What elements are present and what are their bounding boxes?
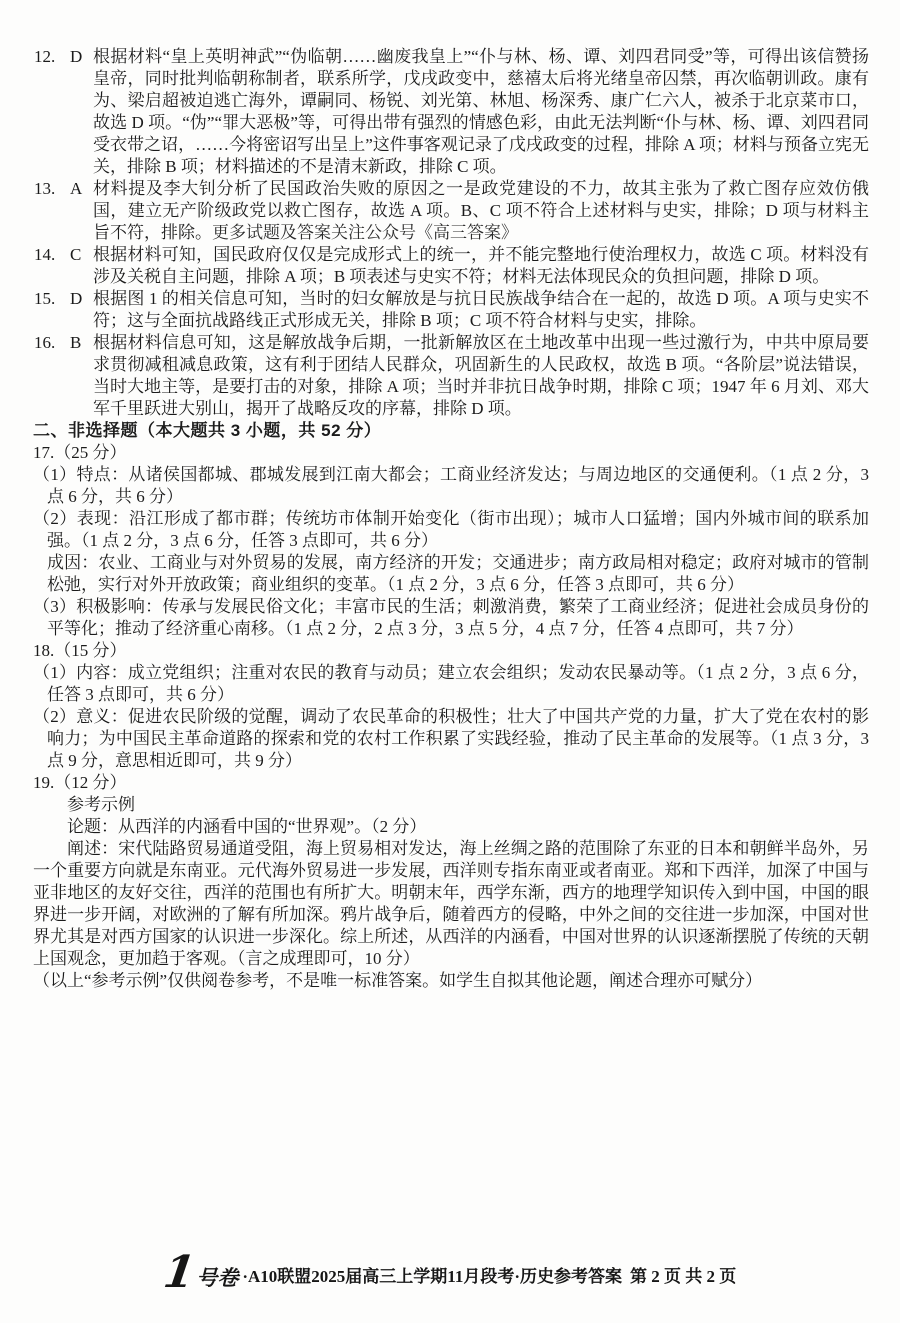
explanation-main: 材料提及李大钊分析了民国政治失败的原因之一是政党建设的不力，故其主张为了救亡图存应效仿俄国，建立无产阶级政党以救亡图存，故选 A 项。B、C 项不符合上述材料与史实，排除；D 项与材料主旨不符，排除。 [93, 179, 869, 242]
q19-grading-note: （以上“参考示例”仅供阅卷参考，不是唯一标准答案。如学生自拟其他论题，阐述合理亦可赋分） [33, 971, 763, 990]
explanation-text: 根据图 1 的相关信息可知，当时的妇女解放是与抗日民族战争结合在一起的，故选 D 项。A 项与史实不符；这与全面抗战路线正式形成无关，排除 B 项；C 项不符合材料与史实，排除。 [93, 289, 869, 330]
q17-item-3: （3）积极影响：传承与发展民俗文化；丰富市民的生活；刺激消费，繁荣了工商业经济；促进社会成员身份的平等化；推动了经济重心南移。（1 点 2 分，2 点 3 分，3 点 5 分，4 点 7 分，任答 4 点即可，共 7 分） [33, 597, 869, 638]
question-number: 16. [34, 333, 56, 352]
answer-letter: D [70, 47, 83, 66]
answer-letter: C [70, 245, 82, 264]
q18-item-2: （2）意义：促进农民阶级的觉醒，调动了农民革命的积极性；壮大了中国共产党的力量，扩大了党在农村的影响力；为中国民主革命道路的探索和党的农村工作积累了实践经验，推动了民主革命的发展等。（1 点 3 分，3 点 9 分，意思相近即可，共 9 分） [33, 707, 869, 770]
q18-item-1: （1）内容：成立党组织；注重对农民的教育与动员；建立农会组织；发动农民暴动等。（1 点 2 分，3 点 6 分，任答 3 点即可，共 6 分） [33, 663, 869, 704]
question-number: 13. [34, 179, 56, 198]
brand-logo-numeral: 1 [160, 1247, 198, 1298]
q17-item-2-cause: 成因：农业、工商业与对外贸易的发展，南方经济的开发；交通进步；南方政局相对稳定；政府对城市的管制松弛，实行对外开放政策；商业组织的变革。（1 点 2 分，3 点 6 分，任答 3 点即可，共 6 分） [47, 553, 869, 594]
mc-answer-item-15 [33, 288, 869, 332]
question-17-title: 17.（25 分） [33, 443, 127, 462]
mc-answer-item-14 [33, 244, 869, 288]
question-18-title: 18.（15 分） [33, 641, 127, 660]
explanation-text [93, 179, 869, 242]
q17-item-1: （1）特点：从诸侯国都城、郡城发展到江南大都会；工商业经济发达；与周边地区的交通便利。（1 点 2 分，3 点 6 分，共 6 分） [33, 465, 869, 506]
q19-topic: 论题：从西洋的内涵看中国的“世界观”。（2 分） [67, 817, 427, 836]
answer-letter: D [70, 289, 83, 308]
q19-elaboration: 阐述：宋代陆路贸易通道受阻，海上贸易相对发达，海上丝绸之路的范围除了东亚的日本和朝鲜半岛外，另一个重要方向就是东南亚。元代海外贸易进一步发展，西洋则专指东南亚或者南亚。郑和下西洋，加深了中国与亚非地区的友好交往，西洋的范围也有所扩大。明朝末年，西学东渐，西方的地理学知识传入到中国，中国的眼界进一步开阔，对欧洲的了解有所加深。鸦片战争后，随着西方的侵略，中外之间的交往进一步加深，中国对世界尤其是对西方国家的认识进一步深化。综上所述，从西洋的内涵看，中国对世界的认识逐渐摆脱了传统的天朝上国观念，更加趋于客观。（言之成理即可，10 分） [33, 839, 869, 968]
question-number: 14. [34, 245, 56, 264]
footer-page-info: 第 2 页 共 2 页 [630, 1267, 737, 1286]
q19-example-label: 参考示例 [67, 795, 135, 814]
explanation-text: 根据材料可知，国民政府仅仅是完成形式上的统一，并不能完整地行使治理权力，故选 C 项。材料没有涉及关税自主问题，排除 A 项；B 项表述与史实不符；材料无法体现民众的负担问题，排除 D 项。 [93, 245, 869, 286]
answer-sheet-content [33, 46, 869, 992]
explanation-text: 根据材料信息可知，这是解放战争后期，一批新解放区在土地改革中出现一些过激行为，中共中原局要求贯彻减租减息政策，这有利于团结人民群众，巩固新生的人民政权，故选 B 项。“各阶层”说法错误，当时大地主等，是要打击的对象，排除 A 项；当时并非抗日战争时期，排除 C 项；1947 年 6 月刘、邓大军千里跃进大别山，揭开了战略反攻的序幕，排除 D 项。 [93, 333, 869, 418]
mc-answer-item-13 [33, 178, 869, 244]
mc-answer-item-12 [33, 46, 869, 178]
footer-title: ·A10联盟2025届高三上学期11月段考·历史参考答案 [242, 1267, 623, 1286]
question-19-title: 19.（12 分） [33, 773, 127, 792]
q17-item-2: （2）表现：沿江形成了都市群；传统坊市体制开始变化（街市出现）；城市人口猛增；国内外城市间的联系加强。（1 点 2 分，3 点 6 分，任答 3 点即可，共 6 分） [33, 509, 869, 550]
page-footer [0, 1247, 900, 1298]
answer-letter: B [70, 333, 82, 352]
section-header-non-mc: 二、非选择题（本大题共 3 小题，共 52 分） [33, 421, 382, 440]
promo-text: 更多试题及答案关注公众号《高三答案》 [212, 223, 518, 242]
question-number: 15. [34, 289, 56, 308]
answer-letter: A [70, 179, 83, 198]
mc-answer-item-16 [33, 332, 869, 420]
exam-brand-logo [160, 1247, 239, 1298]
question-number: 12. [34, 47, 56, 66]
explanation-text: 根据材料“皇上英明神武”“伪临朝……幽废我皇上”“仆与林、杨、谭、刘四君同受”等，可得出该信赞扬皇帝，同时批判临朝称制者，联系所学，戊戌政变中，慈禧太后将光绪皇帝囚禁，再次临朝训政。康有为、梁启超被迫逃亡海外，谭嗣同、杨锐、刘光第、林旭、杨深秀、康广仁六人，被杀于北京菜市口，故选 D 项。“伪”“罪大恶极”等，可得出带有强烈的情感色彩，由此无法判断“仆与林、杨、谭、刘四君同受衣带之诏，……今将密诏写出呈上”这件事客观记录了戊戌政变的过程，排除 A 项；材料与预备立宪无关，排除 B 项；材料描述的不是清末新政，排除 C 项。 [93, 47, 869, 176]
brand-logo-text: 号卷 [196, 1266, 239, 1290]
